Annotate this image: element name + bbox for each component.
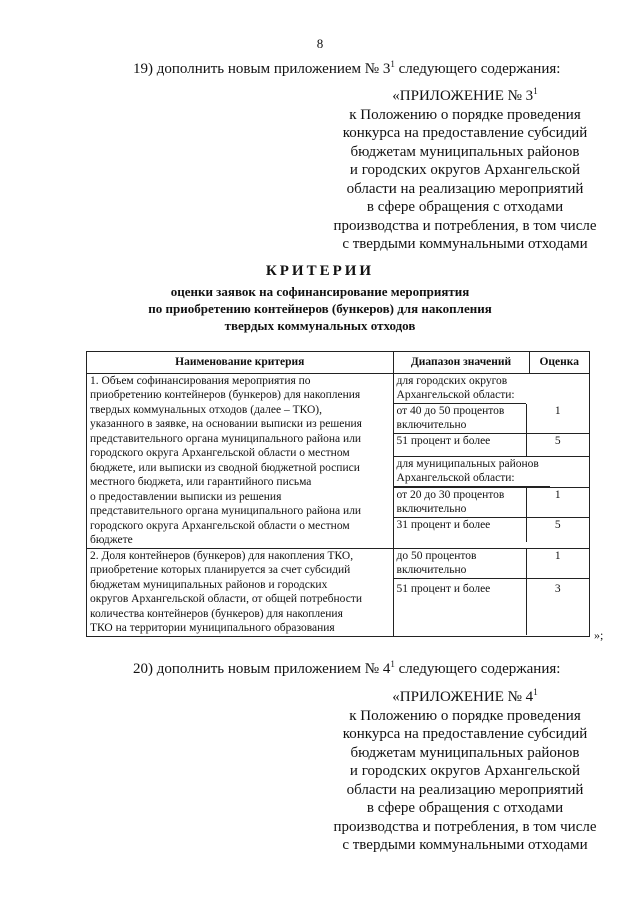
- value-row: [394, 487, 589, 518]
- group-label-districts: для муниципальных районов Архангельской области:: [394, 457, 550, 487]
- criterion-1-line: представительного органа муниципального района или: [90, 505, 362, 517]
- appendix-3-title-sup: 1: [533, 86, 538, 96]
- appendix-3-line: с твердыми коммунальными отходами: [342, 236, 588, 252]
- score-cell: 3: [554, 582, 561, 595]
- appendix-3-line: к Положению о порядке проведения: [349, 106, 581, 123]
- item-20-text: [133, 661, 560, 678]
- value-row: [394, 579, 589, 635]
- range-cell: 51 процент и более: [394, 579, 527, 635]
- range-cell: 31 процент и более: [394, 518, 527, 542]
- item-20-prefix: 20) дополнить новым приложением № 4: [133, 661, 391, 677]
- criterion-1-line: городского округа Архангельской области о местном: [90, 447, 350, 459]
- appendix-3-line: в сфере обращения с отходами: [366, 199, 564, 215]
- appendix-3-title: [325, 87, 605, 106]
- appendix-4-line: области на реализацию мероприятий: [346, 781, 584, 798]
- criterion-1-cell: [87, 373, 394, 548]
- value-row: [394, 518, 589, 542]
- appendix-4-line: с твердыми коммунальными отходами: [342, 837, 588, 853]
- item-20-sup: 1: [390, 659, 395, 669]
- appendix-4-header: [325, 688, 605, 855]
- criteria-title: КРИТЕРИИ: [265, 263, 375, 279]
- table-end-mark: »;: [594, 628, 604, 642]
- group-label-urban: для городских округов Архангельской области:: [394, 374, 526, 404]
- score-cell: 1: [554, 404, 561, 417]
- criterion-1-line: бюджете, или выписки из сводной бюджетной росписи: [90, 461, 360, 474]
- criterion-2-line: ТКО на территории муниципального образования: [90, 622, 335, 634]
- appendix-4-line: в сфере обращения с отходами: [366, 800, 564, 816]
- appendix-4-line: бюджетам муниципальных районов: [350, 744, 580, 761]
- item-19-prefix: 19) дополнить новым приложением № 3: [133, 61, 391, 77]
- criterion-2-line: округов Архангельской области, от общей потребности: [90, 593, 363, 605]
- item-19-text: [133, 61, 560, 78]
- range-cell: от 20 до 30 процентов включительно: [394, 488, 527, 517]
- table-header-row: [87, 352, 590, 374]
- table-row: [87, 548, 590, 636]
- score-cell: 5: [554, 434, 561, 447]
- table-row: [87, 373, 590, 548]
- appendix-4-line: производства и потребления, в том числе: [333, 818, 597, 835]
- range-cell: от 40 до 50 процентов включительно: [394, 404, 527, 433]
- appendix-3-line: и городских округов Архангельской: [349, 162, 581, 178]
- criterion-2-cell: [87, 548, 394, 636]
- criterion-2-line: количества контейнеров (бункеров) для накопления: [90, 607, 343, 620]
- criterion-1-line: приобретению контейнеров (бункеров) для накопления: [90, 389, 361, 401]
- criteria-subtitle-line: по приобретению контейнеров (бункеров) для накопления: [148, 301, 492, 316]
- range-cell: 51 процент и более: [394, 434, 527, 456]
- criterion-2-line: приобретение которых планируется за счет субсидий: [90, 564, 351, 576]
- item-19-sup: 1: [390, 59, 395, 69]
- item-20-suffix: следующего содержания:: [394, 661, 561, 677]
- criteria-table: [86, 351, 590, 637]
- value-row: [394, 434, 589, 457]
- value-row: [394, 549, 589, 579]
- value-row: [394, 404, 589, 434]
- criterion-1-line: местного бюджета, или гарантийного письма: [90, 476, 312, 488]
- criterion-2-line: 2. Доля контейнеров (бункеров) для накопления ТКО,: [90, 549, 354, 562]
- appendix-3-line: области на реализацию мероприятий: [346, 180, 584, 197]
- header-range: Диапазон значений: [393, 352, 529, 374]
- criterion-1-line: бюджете: [90, 534, 133, 546]
- criterion-1-line: городского округа Архангельской области о местном: [90, 519, 350, 532]
- appendix-3-title-text: «ПРИЛОЖЕНИЕ № 3: [392, 88, 534, 104]
- appendix-3-line: конкурса на предоставление субсидий: [342, 125, 588, 141]
- appendix-4-line: к Положению о порядке проведения: [349, 707, 581, 724]
- criterion-1-line: 1. Объем софинансирования мероприятия по: [90, 374, 311, 387]
- appendix-3-line: бюджетам муниципальных районов: [350, 143, 580, 160]
- header-score: Оценка: [529, 352, 590, 374]
- range-cell: до 50 процентов включительно: [394, 549, 527, 578]
- score-cell: 1: [554, 549, 561, 562]
- criterion-2-values: [393, 548, 589, 636]
- score-cell: 5: [554, 518, 561, 531]
- appendix-3-header: [325, 87, 605, 254]
- criteria-heading: [0, 263, 640, 334]
- appendix-3-line: производства и потребления, в том числе: [333, 217, 597, 234]
- criterion-1-line: твердых коммунальных отходов (далее – ТКО),: [90, 403, 322, 416]
- appendix-4-line: и городских округов Архангельской: [349, 763, 581, 779]
- score-cell: 1: [554, 488, 561, 501]
- criterion-2-line: бюджетам муниципальных районов и городских: [90, 578, 328, 591]
- criterion-1-line: указанного в заявке, на основании выписки из решения: [90, 418, 362, 430]
- appendix-4-title-text: «ПРИЛОЖЕНИЕ № 4: [392, 689, 534, 705]
- header-criterion: Наименование критерия: [87, 352, 394, 374]
- criteria-subtitle-line: твердых коммунальных отходов: [224, 318, 416, 333]
- criterion-1-values: [393, 373, 589, 548]
- appendix-4-title-sup: 1: [533, 687, 538, 697]
- criterion-1-line: представительного органа муниципального района или: [90, 432, 362, 445]
- item-19-suffix: следующего содержания:: [394, 61, 561, 77]
- criteria-subtitle-line: оценки заявок на софинансирование мероприятия: [170, 284, 470, 299]
- appendix-4-line: конкурса на предоставление субсидий: [342, 726, 588, 742]
- page-number: 8: [316, 36, 324, 51]
- appendix-4-title: [325, 688, 605, 707]
- criterion-1-line: о предоставлении выписки из решения: [90, 490, 282, 503]
